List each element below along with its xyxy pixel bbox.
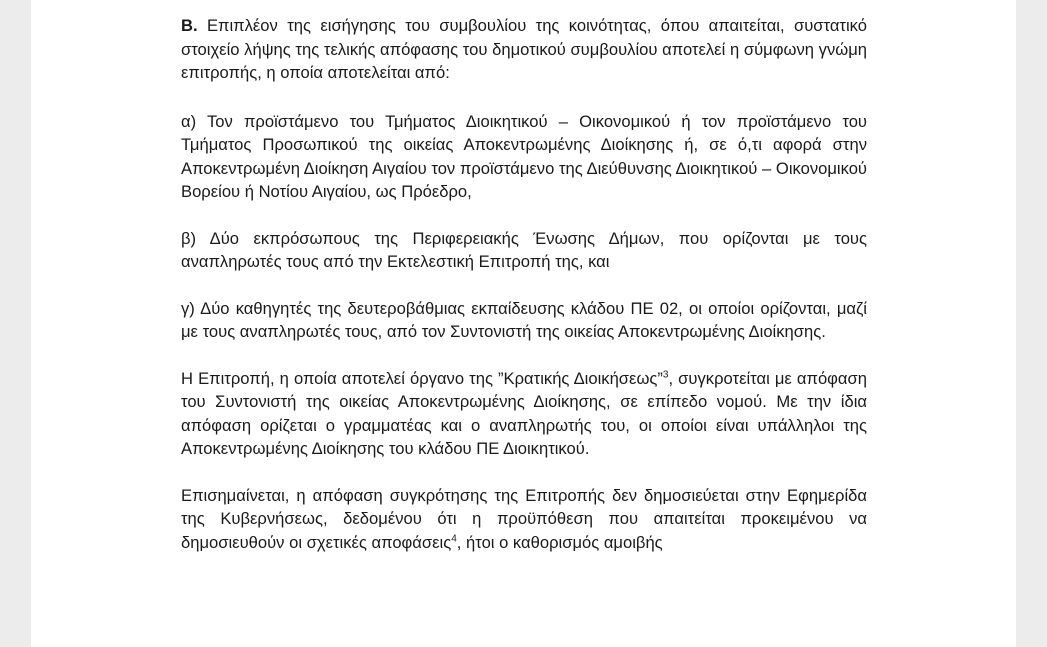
footnote-ref-3[interactable]: 3 [662,368,669,380]
paragraph-section-b [181,14,867,85]
committee-text-start: Η Επιτροπή, η οποία αποτελεί όργανο της ”Κρατικής Διοικήσεως” [181,368,663,388]
section-b-text: Επιπλέον της εισήγησης του συμβουλίου της κοινότητας, όπου απαιτείται, συστατικό στοιχείο λήψης της τελικής απόφασης του δημοτικού συμβουλίου αποτελεί η σύμφωνη γνώμη επιτροπής, η οποία αποτελείται από: [181,16,867,82]
list-item-a: α) Τον προϊστάμενο του Τμήματος Διοικητικού – Οικονομικού ή τον προϊστάμενο του Τμήματος Προσωπικού της οικείας Αποκεντρωμένης Διοίκησης ή, σε ό,τι αφορά στην Αποκεντρωμένη Διοίκηση Αιγαίου τον προϊστάμενο της Διεύθυνσης Διοικητικού – Οικονομικού Βορείου ή Νοτίου Αιγαίου, ως Πρόεδρο, [181,111,867,201]
paragraph-note [181,484,867,555]
section-label: Β. [181,16,198,35]
paragraph-committee [181,367,867,461]
note-text-end: , ήτοι ο καθορισμός αμοιβής [456,532,663,552]
document-page [31,0,1016,647]
list-item-b: β) Δύο εκπρόσωπους της Περιφερειακής Ένωσης Δήμων, που ορίζονται με τους αναπληρωτές τους από την Εκτελεστική Επιτροπή της, και [181,228,867,271]
list-item-c: γ) Δύο καθηγητές της δευτεροβάθμιας εκπαίδευσης κλάδου ΠΕ 02, οι οποίοι ορίζονται, μαζί με τους αναπληρωτές τους, από τον Συντονιστή της οικείας Αποκεντρωμένης Διοίκησης. [181,298,867,341]
footnote-ref-4[interactable]: 4 [451,532,457,544]
note-text-start: Επισημαίνεται, η απόφαση συγκρότησης της Επιτροπής δεν δημοσιεύεται στην Εφημερίδα της Κυβερνήσεως, δεδομένου ότι η προϋπόθεση που απαιτείται προκειμένου να δημοσιευθούν οι σχετικές αποφάσεις [181,485,867,552]
page-content [181,14,867,577]
committee-text-end: , συγκροτείται με απόφαση του Συντονιστή της οικείας Αποκεντρωμένης Διοίκησης, σε επίπεδο νομού. Με την ίδια απόφαση ορίζεται ο γραμματέας και ο αναπληρωτής του, οι οποίοι είναι υπάλληλοι της Αποκεντρωμένης Διοίκησης του κλάδου ΠΕ Διοικητικού. [181,368,867,458]
